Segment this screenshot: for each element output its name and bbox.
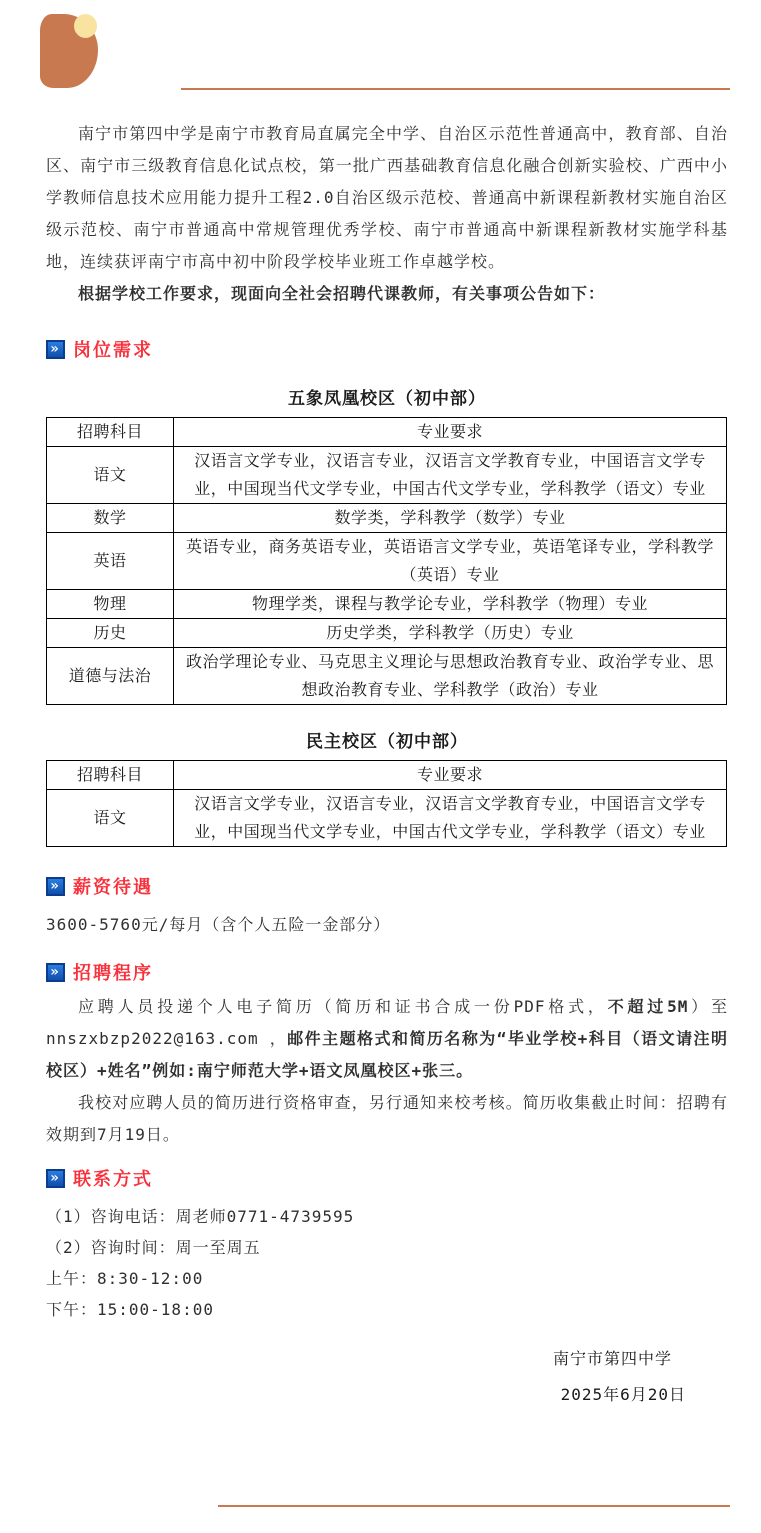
procedure-run: 应聘人员投递个人电子简历（简历和证书合成一份PDF格式， [78, 997, 608, 1016]
cell-requirement: 历史学类，学科教学（历史）专业 [174, 619, 727, 648]
cell-subject: 语文 [47, 447, 174, 504]
signature-block [46, 1341, 728, 1413]
table-row [47, 619, 727, 648]
campus-title-minzhu: 民主校区（初中部） [306, 732, 468, 752]
cell-subject: 语文 [47, 790, 174, 847]
table-row [47, 504, 727, 533]
positions-table-minzhu [46, 760, 727, 847]
section-title-procedure: 招聘程序 [73, 963, 153, 984]
procedure-run-bold: 邮件主题格式和简历名称为“毕业学校+科目（语文请注明校区）+姓名”例如:南宁师范大学+语文凤凰校区+张三。 [46, 1029, 728, 1080]
fast-forward-icon: » [46, 340, 65, 359]
section-title-contact: 联系方式 [73, 1169, 153, 1190]
contact-morning: 上午：8:30-12:00 [46, 1269, 204, 1288]
cell-requirement: 物理学类，课程与教学论专业，学科教学（物理）专业 [174, 590, 727, 619]
procedure-run: ）至nnszxbzp2022@163.com ， [46, 997, 728, 1048]
signature-date: 2025年6月20日 [560, 1385, 686, 1404]
section-contact [46, 1165, 728, 1191]
cell-requirement: 英语专业，商务英语专业，英语语言文学专业，英语笔译专业，学科教学（英语）专业 [174, 533, 727, 590]
cell-subject: 英语 [47, 533, 174, 590]
section-title-positions: 岗位需求 [73, 340, 153, 361]
cell-subject: 历史 [47, 619, 174, 648]
signature-school-name: 南宁市第四中学 [552, 1349, 672, 1368]
section-salary [46, 873, 728, 899]
table-row [47, 533, 727, 590]
contact-phone: （1）咨询电话：周老师0771-4739595 [46, 1207, 355, 1226]
table-row [47, 590, 727, 619]
cell-requirement: 政治学理论专业、马克思主义理论与思想政治教育专业、政治学专业、思想政治教育专业、学科教学（政治）专业 [174, 648, 727, 705]
fast-forward-icon: » [46, 877, 65, 896]
table-row [47, 648, 727, 705]
procedure-paragraph-1 [46, 991, 728, 1087]
contact-afternoon: 下午：15:00-18:00 [46, 1300, 214, 1319]
header-cell-subject: 招聘科目 [47, 418, 174, 447]
procedure-run-bold: 不超过5M [607, 997, 689, 1016]
header-cell-requirement: 专业要求 [174, 761, 727, 790]
table-row [47, 447, 727, 504]
cell-requirement: 汉语言文学专业，汉语言专业，汉语言文学教育专业，中国语言文学专业，中国现当代文学专业，中国古代文学专业，学科教学（语文）专业 [174, 447, 727, 504]
cell-subject: 物理 [47, 590, 174, 619]
intro-lead-paragraph: 根据学校工作要求，现面向全社会招聘代课教师，有关事项公告如下： [78, 284, 606, 303]
footer-divider [218, 1505, 730, 1507]
contact-hours: （2）咨询时间：周一至周五 [46, 1238, 261, 1257]
cell-requirement: 数学类，学科教学（数学）专业 [174, 504, 727, 533]
salary-text: 3600-5760元/每月（含个人五险一金部分） [46, 915, 391, 934]
section-procedure [46, 959, 728, 985]
cell-requirement: 汉语言文学专业，汉语言专业，汉语言文学教育专业，中国语言文学专业，中国现当代文学专业，中国古代文学专业，学科教学（语文）专业 [174, 790, 727, 847]
cell-subject: 数学 [47, 504, 174, 533]
section-title-salary: 薪资待遇 [73, 877, 153, 898]
table-row [47, 790, 727, 847]
table-header-row [47, 761, 727, 790]
table-header-row [47, 418, 727, 447]
section-positions [46, 336, 728, 362]
fast-forward-icon: » [46, 963, 65, 982]
positions-table-wuxiang [46, 417, 727, 705]
header-cell-subject: 招聘科目 [47, 761, 174, 790]
campus-title-wuxiang: 五象凤凰校区（初中部） [288, 389, 486, 409]
procedure-paragraph-2: 我校对应聘人员的简历进行资格审查，另行通知来校考核。简历收集截止时间：招聘有效期到7月19日。 [46, 1093, 728, 1144]
header-cell-requirement: 专业要求 [174, 418, 727, 447]
intro-paragraph: 南宁市第四中学是南宁市教育局直属完全中学、自治区示范性普通高中，教育部、自治区、南宁市三级教育信息化试点校，第一批广西基础教育信息化融合创新实验校、广西中小学教师信息技术应用能力提升工程2.0自治区级示范校、普通高中新课程新教材实施自治区级示范校、南宁市普通高中常规管理优秀学校、南宁市普通高中新课程新教材实施学科基地，连续获评南宁市高中初中阶段学校毕业班工作卓越学校。 [46, 124, 728, 271]
cell-subject: 道德与法治 [47, 648, 174, 705]
fast-forward-icon: » [46, 1169, 65, 1188]
